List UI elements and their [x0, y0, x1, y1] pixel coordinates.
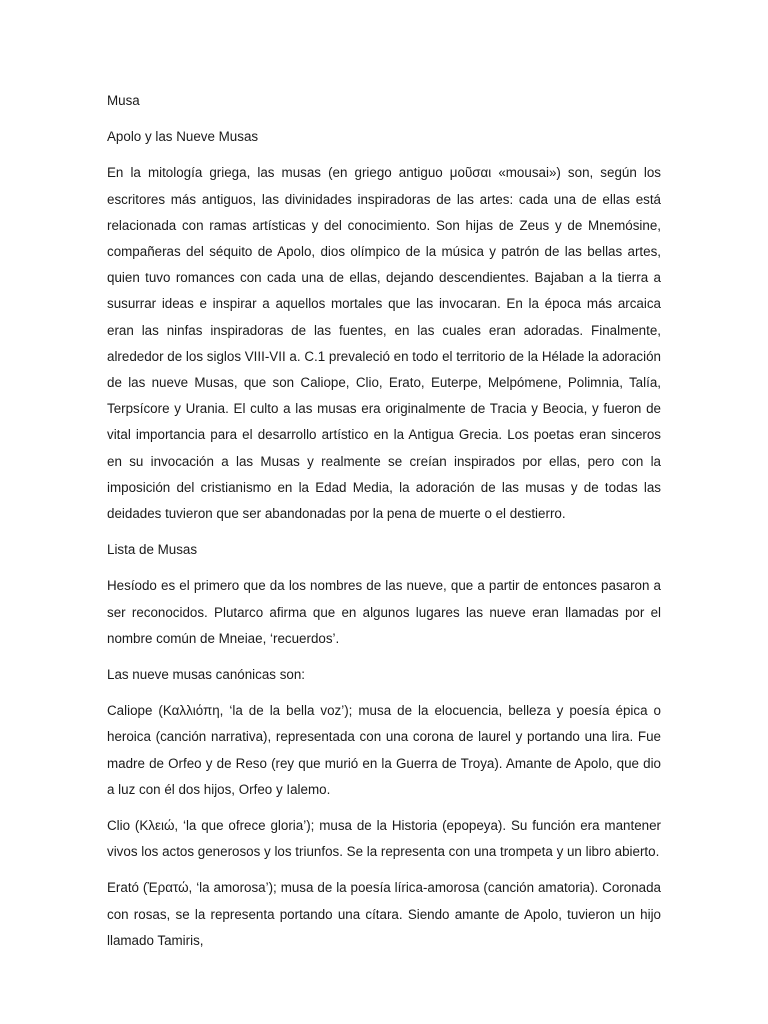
- hesiodo-paragraph: Hesíodo es el primero que da los nombres de las nueve, que a partir de entonces pasaron a ser reconocidos. Plutarco afirma que en algunos lugares las nueve eran llamadas por el nombre común de Mneiae, ‘recuerdos’.: [107, 578, 661, 646]
- canonical-muses-heading: Las nueve musas canónicas son:: [107, 667, 306, 683]
- list-heading: Lista de Musas: [107, 542, 198, 558]
- clio-paragraph: Clio (Κλειώ, ‘la que ofrece gloria’); musa de la Historia (epopeya). Su función era mantener vivos los actos generosos y los triunfos. Se la representa con una trompeta y un libro abierto.: [107, 818, 661, 860]
- intro-paragraph: En la mitología griega, las musas (en griego antiguo μοῦσαι «mousai») son, según los escritores más antiguos, las divinidades inspiradoras de las artes: cada una de ellas está relacionada con ramas artísticas y del conocimiento. Son hijas de Zeus y de Mnemósine, compañeras del séquito de Apolo, dios olímpico de la música y patrón de las bellas artes, quien tuvo romances con cada una de ellas, dejando descendientes. Bajaban a la tierra a susurrar ideas e inspirar a aquellos mortales que las invocaran. En la época más arcaica eran las ninfas inspiradoras de las fuentes, en las cuales eran adoradas. Finalmente, alrededor de los siglos VIII-VII a. C.1 prevaleció en todo el territorio de la Hélade la adoración de las nueve Musas, que son Caliope, Clio, Erato, Euterpe, Melpómene, Polimnia, Talía, Terpsícore y Urania. El culto a las musas era originalmente de Tracia y Beocia, y fueron de vital importancia para el desarrollo artístico en la Antigua Grecia. Los poetas eran sinceros en su invocación a las Musas y realmente se creían inspirados por ellas, pero con la imposición del cristianismo en la Edad Media, la adoración de las musas y de todas las deidades tuvieron que ser abandonadas por la pena de muerte o el destierro.: [107, 165, 661, 522]
- document-title: Musa: [107, 93, 140, 108]
- caliope-paragraph: Caliope (Καλλιόπη, ‘la de la bella voz’); musa de la elocuencia, belleza y poesía épica o heroica (canción narrativa), representada con una corona de laurel y portando una lira. Fue madre de Orfeo y de Reso (rey que murió en la Guerra de Troya). Amante de Apolo, que dio a luz con él dos hijos, Orfeo y Ialemo.: [107, 703, 661, 797]
- erato-paragraph: Erató (Ἐρατώ, ‘la amorosa’); musa de la poesía lírica-amorosa (canción amatoria). Coronada con rosas, se la representa portando una cítara. Siendo amante de Apolo, tuvieron un hijo llamado Tamiris,: [107, 880, 661, 948]
- document-page: [107, 88, 661, 964]
- document-subtitle: Apolo y las Nueve Musas: [107, 129, 259, 145]
